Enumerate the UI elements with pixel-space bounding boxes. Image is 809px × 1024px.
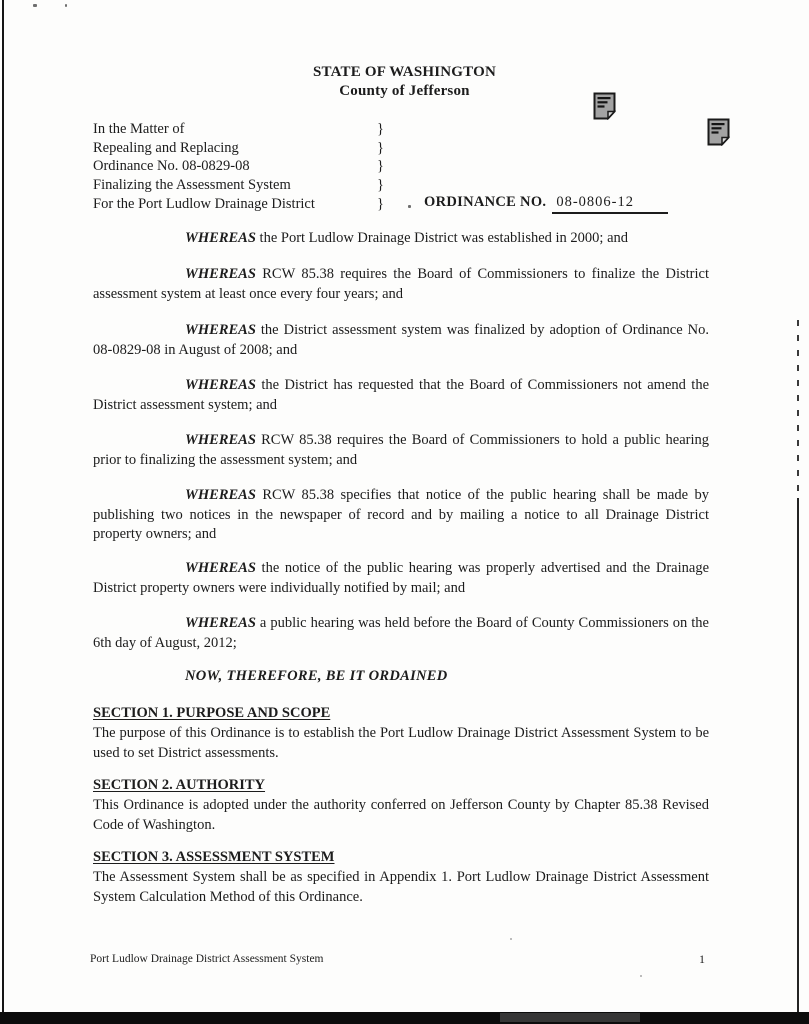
section-3-body: The Assessment System shall be as specified in Appendix 1. Port Ludlow Drainage District Assessment System Calculation Method of this Ordinance. — [93, 869, 709, 905]
whereas-paragraph — [93, 559, 709, 598]
section-1-body: The purpose of this Ordinance is to establish the Port Ludlow Drainage District Assessment System to be used to set District assessments. — [93, 725, 709, 761]
scan-speck — [33, 4, 37, 7]
scan-edge-right-solid — [797, 498, 799, 1014]
ordinance-number-label: ORDINANCE NO. — [424, 194, 547, 210]
whereas-paragraph — [93, 614, 709, 653]
scan-speck — [640, 975, 642, 977]
scan-speck — [65, 4, 67, 7]
whereas-lead: WHEREAS — [185, 266, 256, 282]
document-title-state: STATE OF WASHINGTON — [312, 64, 497, 80]
whereas-text: the notice of the public hearing was properly advertised and the Drainage District property owners were individually notified by mail; and — [93, 560, 709, 596]
caption-line: Repealing and Replacing — [93, 139, 239, 156]
section-2-heading: SECTION 2. AUTHORITY — [93, 777, 266, 793]
note-annotation-icon[interactable] — [593, 92, 616, 120]
section-1-heading: SECTION 1. PURPOSE AND SCOPE — [93, 705, 331, 721]
scan-edge-bottom — [0, 1012, 809, 1024]
footer-page-number: 1 — [699, 952, 705, 966]
scan-edge-left — [2, 0, 4, 1024]
section-2-body: This Ordinance is adopted under the authority conferred on Jefferson County by Chapter 85.38 Revised Code of Washington. — [93, 797, 709, 833]
caption-line: Finalizing the Assessment System — [93, 177, 291, 194]
caption-line: In the Matter of — [93, 121, 185, 137]
whereas-lead: WHEREAS — [185, 560, 256, 576]
section-3-heading: SECTION 3. ASSESSMENT SYSTEM — [93, 849, 335, 865]
whereas-paragraph — [93, 265, 709, 304]
whereas-text: RCW 85.38 requires the Board of Commissioners to finalize the District assessment system at least once every four years; and — [93, 266, 709, 302]
whereas-text: RCW 85.38 requires the Board of Commissioners to hold a public hearing prior to finalizing the assessment system; and — [93, 432, 709, 468]
scan-edge-bottom-noise — [500, 1013, 640, 1022]
document-title-county: County of Jefferson — [339, 83, 470, 99]
caption-brace-column — [377, 120, 384, 214]
whereas-paragraph — [93, 486, 709, 545]
caption-brace: } — [377, 195, 384, 212]
whereas-lead: WHEREAS — [185, 322, 256, 338]
whereas-lead: WHEREAS — [185, 377, 256, 393]
ordained-clause: NOW, THEREFORE, BE IT ORDAINED — [185, 668, 448, 684]
caption-line: Ordinance No. 08-0829-08 — [93, 158, 250, 175]
whereas-lead: WHEREAS — [185, 230, 256, 246]
caption-brace: } — [377, 177, 384, 194]
whereas-lead: WHEREAS — [185, 615, 256, 631]
whereas-text: the District assessment system was finalized by adoption of Ordinance No. 08-0829-08 in August of 2008; and — [93, 322, 709, 358]
whereas-paragraph — [93, 229, 709, 249]
footer-document-title: Port Ludlow Drainage District Assessment System — [90, 953, 324, 965]
caption-line: For the Port Ludlow Drainage District — [93, 195, 315, 212]
note-annotation-icon[interactable] — [707, 118, 730, 146]
whereas-lead: WHEREAS — [185, 432, 256, 448]
ordinance-number-value: 08-0806-12 — [552, 194, 668, 214]
whereas-lead: WHEREAS — [185, 487, 256, 503]
caption-brace: } — [377, 121, 384, 137]
whereas-paragraph — [93, 431, 709, 470]
caption-brace: } — [377, 139, 384, 156]
whereas-text: RCW 85.38 specifies that notice of the public hearing shall be made by publishing two notices in the newspaper of record and by mailing a notice to all Drainage District property owners; and — [93, 487, 709, 543]
whereas-text: a public hearing was held before the Board of County Commissioners on the 6th day of August, 2012; — [93, 615, 709, 651]
whereas-text: the Port Ludlow Drainage District was established in 2000; and — [255, 230, 629, 246]
whereas-paragraph — [93, 321, 709, 360]
scan-edge-right-dashed — [797, 320, 799, 498]
whereas-text: the District has requested that the Board of Commissioners not amend the District assessment system; and — [93, 377, 709, 413]
scan-speck — [510, 938, 512, 940]
whereas-paragraph — [93, 376, 709, 415]
caption-brace: } — [377, 158, 384, 175]
ordinance-number-line — [424, 194, 668, 214]
